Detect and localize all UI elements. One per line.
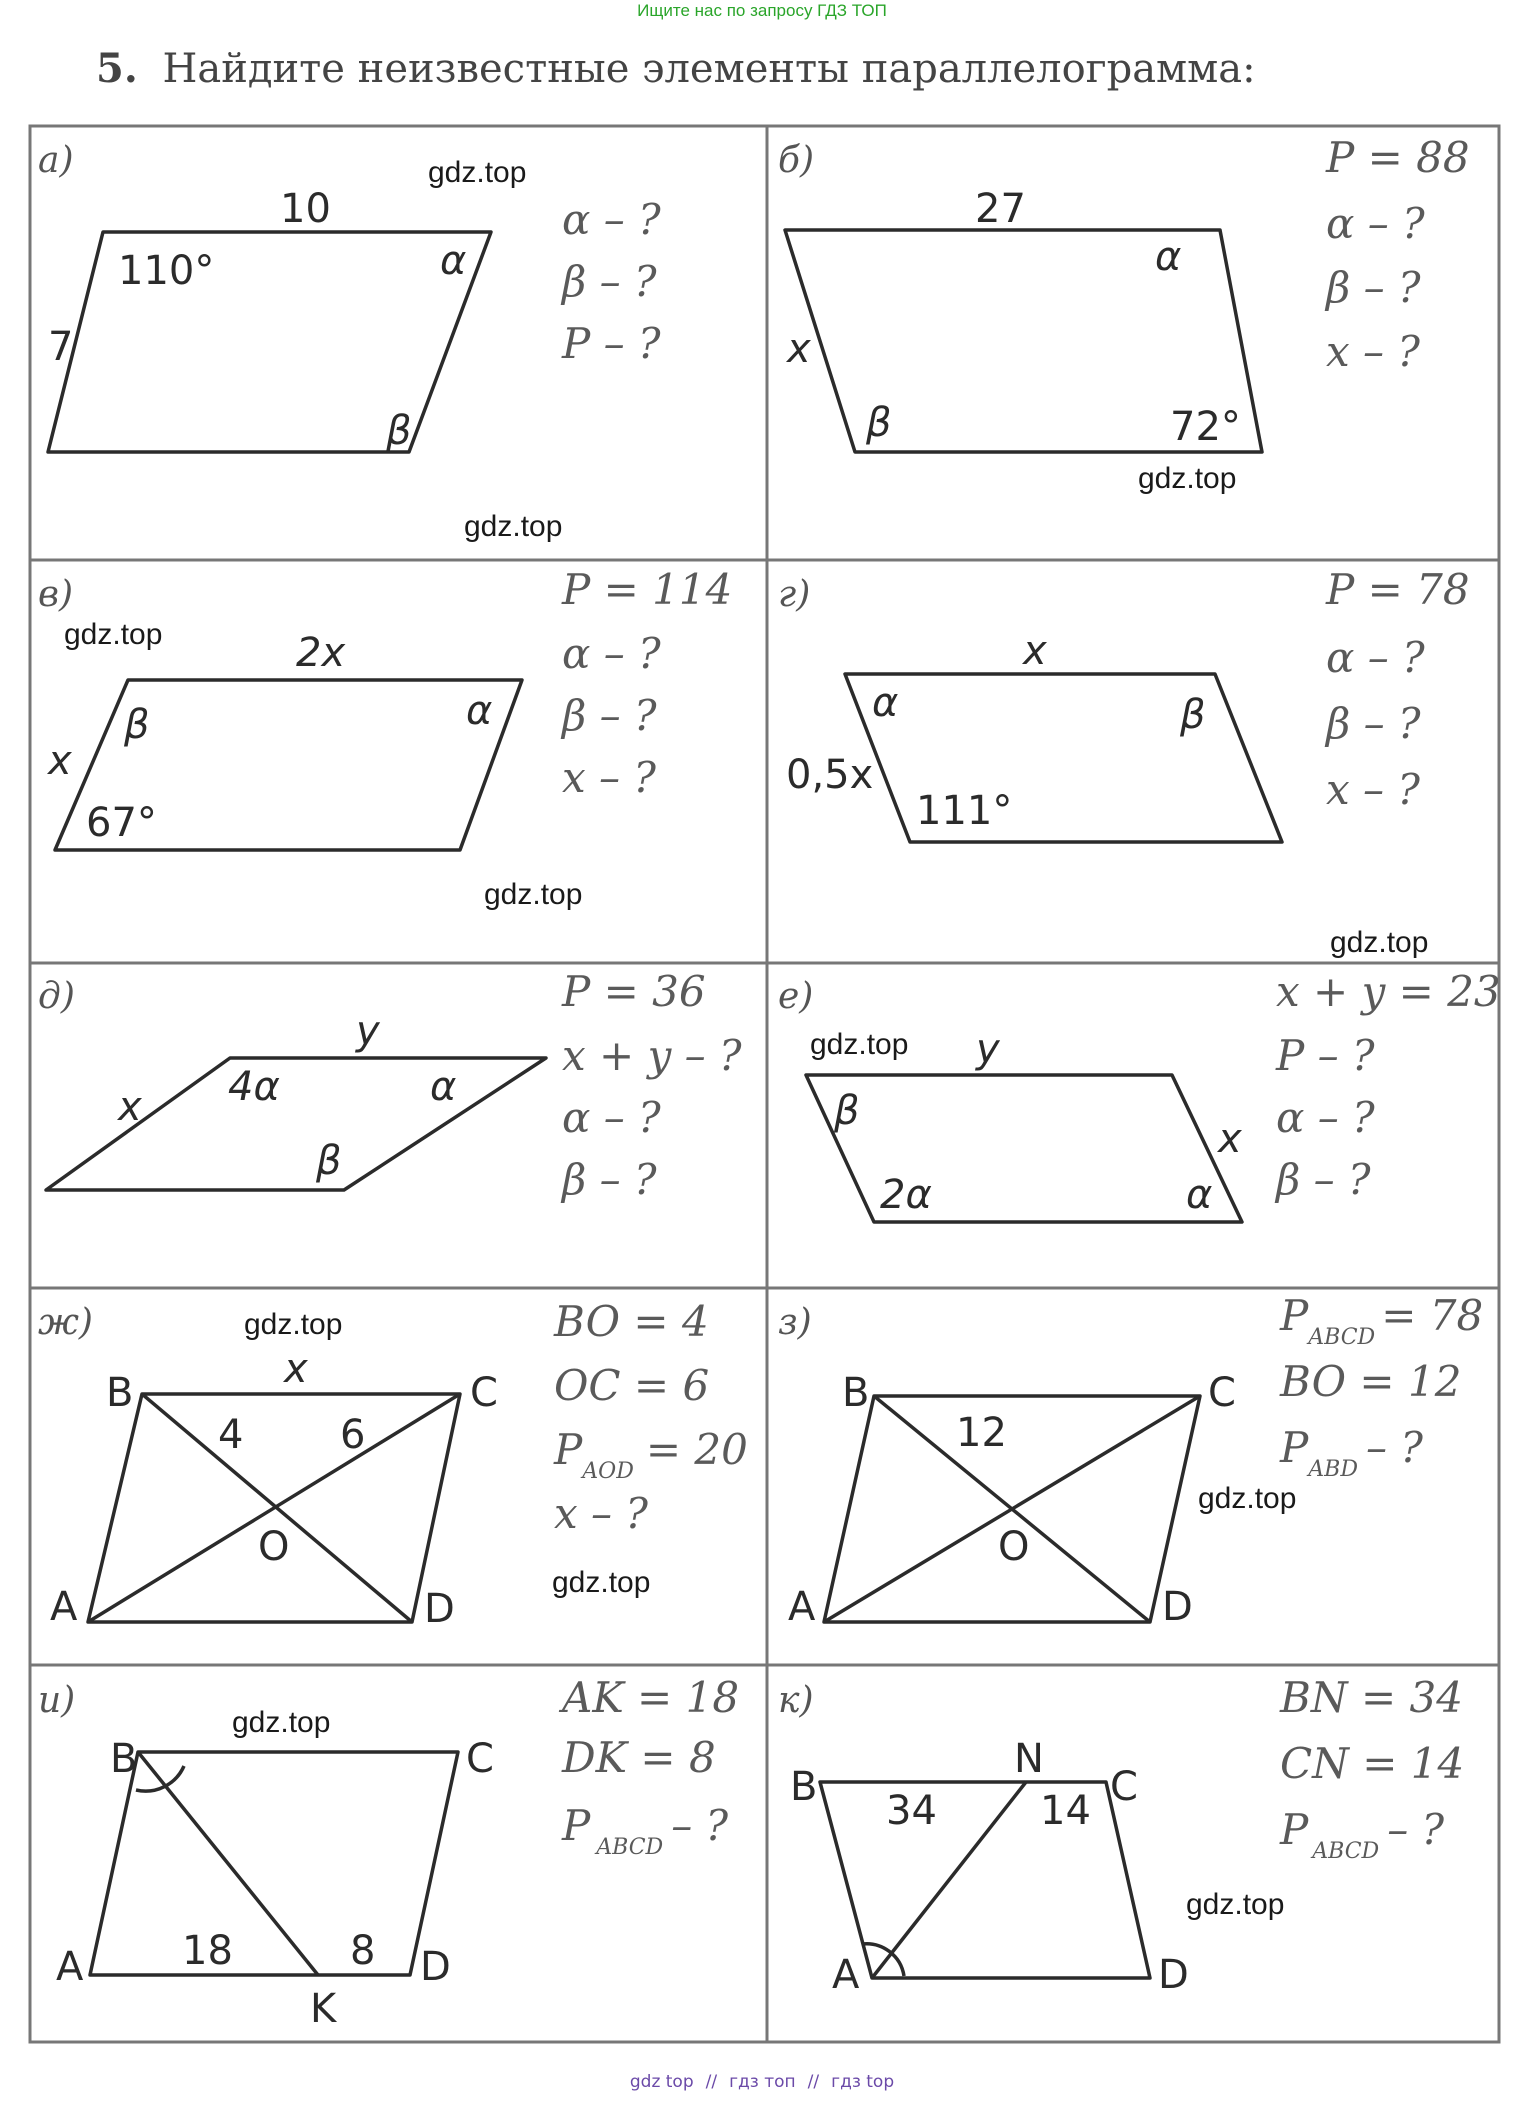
- angle-top-right-label: α: [1155, 234, 1182, 280]
- cell-zh: [38, 1297, 748, 1632]
- bottom-note-separator: //: [705, 2072, 718, 2092]
- condition-2: DK = 8: [562, 1733, 716, 1782]
- condition-4: x – ?: [1326, 327, 1420, 376]
- condition-4: x – ?: [1326, 765, 1420, 814]
- bottom-note-part: гдз топ: [729, 2072, 796, 2092]
- vertex-c-label: C: [466, 1736, 494, 1782]
- perimeter-subscript: AOD: [582, 1459, 634, 1484]
- angle-bottom-left-label: 111°: [916, 788, 1013, 834]
- condition-2: x + y – ?: [562, 1031, 742, 1080]
- condition-3: β – ?: [1326, 699, 1421, 748]
- vertex-d-label: D: [1158, 1952, 1189, 1998]
- condition-3: P – ?: [562, 319, 661, 368]
- watermark: gdz.top: [232, 1706, 331, 1739]
- side-top-label: 2x: [296, 630, 346, 676]
- perimeter-symbol: P: [554, 1425, 583, 1474]
- watermark: gdz.top: [810, 1028, 909, 1061]
- parallelogram: [806, 1075, 1242, 1222]
- condition-3: [1279, 1805, 1445, 1864]
- perimeter-question: – ?: [671, 1801, 729, 1850]
- watermark: gdz.top: [484, 878, 583, 911]
- condition-1: P = 114: [562, 565, 733, 614]
- vertex-b-label: B: [106, 1370, 134, 1416]
- side-top-label: x: [1023, 628, 1047, 674]
- bottom-promo-note[interactable]: [0, 2070, 1524, 2096]
- angle-top-left-label: 4α: [228, 1064, 280, 1110]
- side-left-label: 0,5x: [786, 752, 874, 798]
- segment-bn-label: 34: [886, 1788, 937, 1834]
- cell-a: [38, 140, 661, 543]
- vertex-d-label: D: [424, 1586, 455, 1632]
- perimeter-symbol: P: [1280, 1291, 1309, 1340]
- segment-ak-label: 18: [182, 1928, 233, 1974]
- vertex-d-label: D: [420, 1944, 451, 1990]
- cell-v: [38, 565, 732, 911]
- angle-bottom-left-label: 67°: [86, 800, 157, 846]
- watermark: gdz.top: [1186, 1888, 1285, 1921]
- cell-d: [38, 967, 742, 1204]
- cell-label: к): [778, 1680, 814, 1721]
- angle-bottom-right-label: 72°: [1170, 404, 1241, 450]
- vertex-c-label: C: [1208, 1370, 1236, 1416]
- angle-bottom-left-label: 2α: [880, 1172, 932, 1218]
- condition-1: α – ?: [562, 195, 661, 244]
- condition-2: P – ?: [1276, 1031, 1375, 1080]
- vertex-b-label: B: [842, 1370, 870, 1416]
- segment-bo-label: 12: [956, 1410, 1007, 1456]
- parallelogram: [48, 232, 491, 452]
- side-left-label: x: [787, 326, 811, 372]
- angle-top-right-label: α: [466, 688, 493, 734]
- condition-4: β – ?: [1276, 1155, 1371, 1204]
- condition-3: β – ?: [562, 691, 657, 740]
- perimeter-subscript: ABCD: [1308, 1325, 1376, 1350]
- parallelogram: [845, 674, 1282, 842]
- vertex-a-label: A: [50, 1584, 78, 1630]
- cell-label: и): [38, 1680, 76, 1721]
- perimeter-subscript: ABCD: [596, 1835, 664, 1860]
- side-top-label: 27: [975, 186, 1026, 232]
- bottom-note-separator: //: [807, 2072, 820, 2092]
- side-top-label: 10: [280, 186, 331, 232]
- watermark: gdz.top: [428, 156, 527, 189]
- angle-bottom-right-label: β: [316, 1138, 342, 1184]
- angle-top-right-label: α: [440, 238, 467, 284]
- perimeter-value: = 20: [645, 1425, 748, 1474]
- condition-4: x – ?: [562, 753, 656, 802]
- cell-label: б): [778, 140, 815, 181]
- angle-top-left-label: 110°: [118, 248, 215, 294]
- angle-bottom-right-label: α: [1186, 1172, 1213, 1218]
- perimeter-question: – ?: [1387, 1805, 1445, 1854]
- top-promo-note[interactable]: Ищите нас по запросу ГДЗ ТОП: [637, 1, 887, 20]
- condition-3: α – ?: [562, 1093, 661, 1142]
- vertex-b-label: B: [110, 1736, 138, 1782]
- condition-2: β – ?: [562, 257, 657, 306]
- condition-1: P = 36: [562, 967, 706, 1016]
- angle-top-left-label: β: [124, 702, 150, 748]
- cell-label: г): [778, 574, 811, 615]
- perimeter-symbol: P: [1280, 1805, 1309, 1854]
- side-top-label: x: [284, 1346, 308, 1392]
- condition-1: [1279, 1291, 1483, 1350]
- cell-b: [778, 133, 1470, 495]
- condition-3: [1279, 1423, 1423, 1482]
- perimeter-subscript: ABD: [1308, 1457, 1358, 1482]
- bottom-note-part: gdz top: [629, 2072, 694, 2092]
- angle-bottom-right-label: β: [386, 408, 412, 454]
- bottom-note-part: гдз top: [831, 2072, 895, 2092]
- cell-g: [778, 565, 1470, 959]
- condition-3: β – ?: [1326, 263, 1421, 312]
- condition-1: BO = 4: [554, 1297, 709, 1346]
- vertex-a-label: A: [788, 1584, 816, 1630]
- angle-bottom-left-label: β: [866, 400, 892, 446]
- condition-3: α – ?: [1276, 1093, 1375, 1142]
- diagonal-ac: [824, 1396, 1200, 1622]
- point-k-label: K: [310, 1986, 337, 2032]
- point-o-label: O: [998, 1524, 1030, 1570]
- segment-kd-label: 8: [350, 1928, 376, 1974]
- condition-4: x – ?: [554, 1489, 648, 1538]
- vertex-b-label: B: [790, 1764, 818, 1810]
- watermark: gdz.top: [552, 1566, 651, 1599]
- cell-label: з): [778, 1302, 812, 1343]
- vertex-c-label: C: [470, 1370, 498, 1416]
- vertex-a-label: A: [832, 1952, 860, 1998]
- condition-1: P = 78: [1326, 565, 1470, 614]
- watermark: gdz.top: [1330, 926, 1429, 959]
- condition-2: CN = 14: [1280, 1739, 1465, 1788]
- cell-e: [778, 967, 1501, 1222]
- side-left-label: x: [118, 1084, 142, 1130]
- side-top-label: y: [976, 1026, 1000, 1072]
- cell-z: [778, 1291, 1483, 1630]
- angle-top-right-label: α: [430, 1064, 457, 1110]
- condition-2: α – ?: [1326, 199, 1425, 248]
- condition-1: BN = 34: [1280, 1673, 1463, 1722]
- segment-nc-label: 14: [1040, 1788, 1091, 1834]
- point-n-label: N: [1014, 1736, 1044, 1782]
- cell-i: [38, 1673, 739, 2032]
- side-top-label: y: [356, 1008, 380, 1054]
- condition-1: x + y = 23: [1276, 967, 1501, 1016]
- problem-title: [96, 45, 1256, 92]
- watermark: gdz.top: [1138, 462, 1237, 495]
- watermark: gdz.top: [64, 618, 163, 651]
- condition-4: β – ?: [562, 1155, 657, 1204]
- condition-2: α – ?: [1326, 633, 1425, 682]
- cell-label: д): [38, 976, 75, 1017]
- segment-oc-label: 6: [340, 1412, 366, 1458]
- cell-label: в): [38, 574, 73, 615]
- condition-2: α – ?: [562, 629, 661, 678]
- cell-label: ж): [38, 1302, 93, 1343]
- watermark: gdz.top: [464, 510, 563, 543]
- problem-statement: Найдите неизвестные элементы параллелограмма:: [162, 46, 1256, 92]
- angle-top-left-label: α: [872, 680, 899, 726]
- angle-top-left-label: β: [834, 1088, 860, 1134]
- condition-3: [553, 1425, 748, 1484]
- vertex-a-label: A: [56, 1944, 84, 1990]
- cell-label: а): [38, 140, 74, 181]
- angle-top-right-label: β: [1180, 692, 1206, 738]
- condition-2: BO = 12: [1280, 1357, 1462, 1406]
- side-right-label: x: [1218, 1116, 1242, 1162]
- cell-label: е): [778, 976, 814, 1017]
- cell-k: [778, 1673, 1464, 1998]
- vertex-c-label: C: [1110, 1764, 1138, 1810]
- parallelogram: [820, 1782, 1150, 1978]
- perimeter-symbol: P: [562, 1801, 591, 1850]
- watermark: gdz.top: [244, 1308, 343, 1341]
- perimeter-symbol: P: [1280, 1423, 1309, 1472]
- point-o-label: O: [258, 1524, 290, 1570]
- condition-2: OC = 6: [554, 1361, 710, 1410]
- condition-3: [561, 1801, 729, 1860]
- problem-number: 5.: [96, 45, 138, 92]
- segment-bo-label: 4: [218, 1412, 244, 1458]
- side-left-label: 7: [48, 324, 74, 370]
- condition-1: AK = 18: [562, 1673, 740, 1722]
- perimeter-value: = 78: [1381, 1291, 1484, 1340]
- vertex-d-label: D: [1162, 1584, 1193, 1630]
- watermark: gdz.top: [1198, 1482, 1297, 1515]
- parallelogram: [90, 1752, 458, 1975]
- diagonal-ac: [88, 1394, 460, 1622]
- side-left-label: x: [48, 738, 72, 784]
- perimeter-subscript: ABCD: [1312, 1839, 1380, 1864]
- condition-1: P = 88: [1326, 133, 1470, 182]
- perimeter-question: – ?: [1365, 1423, 1423, 1472]
